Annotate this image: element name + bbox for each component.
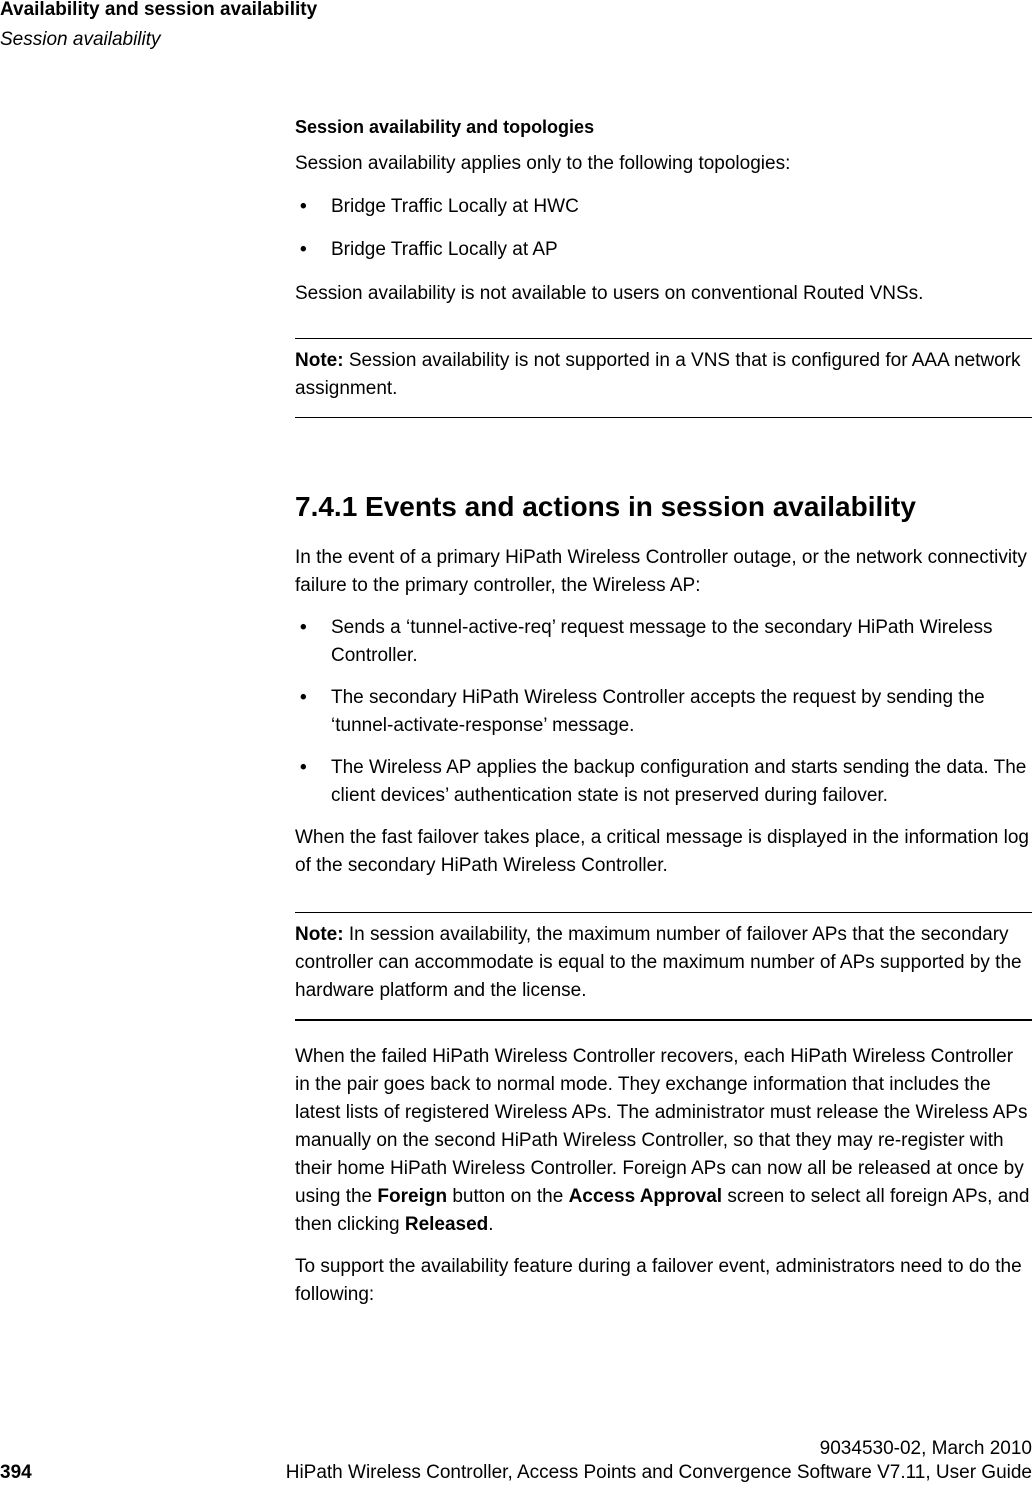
note-label: Note: xyxy=(295,350,344,371)
note-box xyxy=(295,912,1032,1021)
bullet-icon: • xyxy=(300,617,307,638)
access-approval-label: Access Approval xyxy=(568,1186,723,1207)
note-text: In session availability, the maximum number of failover APs that the secondary controller can accommodate is equal to the maximum number of APs supported by the hardware platform and the license. xyxy=(295,924,1022,1001)
list-item-text: Bridge Traffic Locally at AP xyxy=(331,239,558,260)
topologies-closing: Session availability is not available to users on conventional Routed VNSs. xyxy=(295,283,924,304)
page-number: 394 xyxy=(0,1462,32,1483)
list-item-text: Sends a ‘tunnel-active-req’ request message to the secondary HiPath Wireless Controller. xyxy=(331,617,993,666)
list-item-text: The secondary HiPath Wireless Controller accepts the request by sending the ‘tunnel-activate-response’ message. xyxy=(331,687,985,736)
list-item-text: Bridge Traffic Locally at HWC xyxy=(331,196,579,217)
foreign-button-label: Foreign xyxy=(377,1186,448,1207)
events-intro: In the event of a primary HiPath Wireless Controller outage, or the network connectivity failure to the primary controller, the Wireless AP: xyxy=(295,547,1027,596)
doc-number: 9034530-02, March 2010 xyxy=(819,1438,1032,1459)
section-title: Session availability xyxy=(0,29,161,50)
note-box xyxy=(295,338,1032,418)
doc-title: HiPath Wireless Controller, Access Points and Convergence Software V7.11, User Guide xyxy=(285,1462,1032,1483)
list-item-text: The Wireless AP applies the backup configuration and starts sending the data. The client devices’ authentication state is not preserved during failover. xyxy=(331,757,1027,806)
released-label: Released xyxy=(404,1214,489,1235)
recovery-paragraph: When the failed HiPath Wireless Controller recovers, each HiPath Wireless Controller in the pair goes back to normal mode. They exchange information that includes the latest lists of registered Wireless APs. The administrator must release the Wireless APs manually on the second HiPath Wireless Controller, so that they may re-register with their home HiPath Wireless Controller. Foreign APs can now all be released at once by using the Foreign button on the Access Approval screen to select all foreign APs, and then clicking Released. xyxy=(295,1046,1030,1235)
section-heading: 7.4.1 Events and actions in session availability xyxy=(295,491,916,522)
support-paragraph: To support the availability feature during a failover event, administrators need to do the following: xyxy=(295,1256,1022,1305)
note-text: Session availability is not supported in a VNS that is configured for AAA network assignment. xyxy=(295,350,1021,399)
list-item xyxy=(295,754,1032,810)
bullet-icon: • xyxy=(300,239,307,260)
list-item xyxy=(295,684,1032,740)
note-label: Note: xyxy=(295,924,344,945)
bullet-icon: • xyxy=(300,757,307,778)
topologies-intro: Session availability applies only to the following topologies: xyxy=(295,153,791,174)
bullet-icon: • xyxy=(300,196,307,217)
page-content xyxy=(295,114,1032,1309)
chapter-title: Availability and session availability xyxy=(0,0,318,20)
list-item xyxy=(295,614,1032,670)
list-item xyxy=(295,193,1032,221)
failover-paragraph: When the fast failover takes place, a critical message is displayed in the information log of the secondary HiPath Wireless Controller. xyxy=(295,827,1029,876)
list-item xyxy=(295,236,1032,264)
topologies-heading: Session availability and topologies xyxy=(295,117,595,137)
bullet-icon: • xyxy=(300,687,307,708)
